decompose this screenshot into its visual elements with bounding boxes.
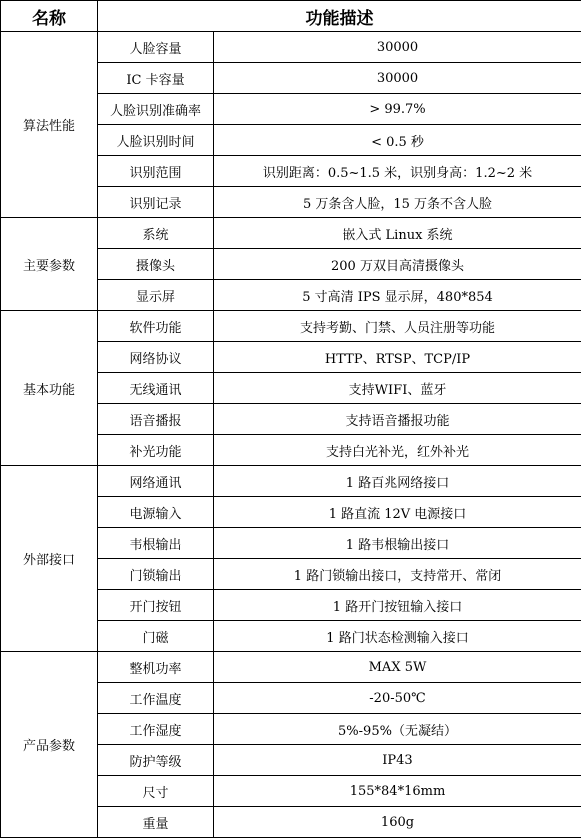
item-name-cell: 整机功率	[98, 652, 214, 683]
item-value-cell: 支持语音播报功能	[214, 404, 581, 435]
item-value-cell: 5 寸高清 IPS 显示屏，480*854	[214, 280, 581, 311]
header-row	[1, 1, 581, 32]
item-value-cell: 5%-95%（无凝结）	[214, 714, 581, 745]
item-value-cell: -20-50℃	[214, 683, 581, 714]
item-value-cell: 支持WIFI、蓝牙	[214, 373, 581, 404]
item-value-cell: HTTP、RTSP、TCP/IP	[214, 342, 581, 373]
item-name-cell: 语音播报	[98, 404, 214, 435]
item-value-cell: > 99.7%	[214, 94, 581, 125]
item-value-cell: 1 路门锁输出接口，支持常开、常闭	[214, 559, 581, 590]
item-value-cell: 155*84*16mm	[214, 776, 581, 807]
item-name-cell: 网络协议	[98, 342, 214, 373]
item-name-cell: 系统	[98, 218, 214, 249]
item-value-cell: 支持考勤、门禁、人员注册等功能	[214, 311, 581, 342]
item-name-cell: 识别记录	[98, 187, 214, 218]
item-value-cell: 1 路门状态检测输入接口	[214, 621, 581, 652]
item-name-cell: 开门按钮	[98, 590, 214, 621]
item-name-cell: 电源输入	[98, 497, 214, 528]
item-name-cell: 无线通讯	[98, 373, 214, 404]
item-name-cell: 门锁输出	[98, 559, 214, 590]
table-row	[1, 32, 581, 63]
item-value-cell: IP43	[214, 745, 581, 776]
item-value-cell: 5 万条含人脸，15 万条不含人脸	[214, 187, 581, 218]
item-value-cell: 160g	[214, 807, 581, 838]
item-name-cell: 显示屏	[98, 280, 214, 311]
item-value-cell: 30000	[214, 63, 581, 94]
item-name-cell: 人脸识别准确率	[98, 94, 214, 125]
item-name-cell: 防护等级	[98, 745, 214, 776]
item-name-cell: 门磁	[98, 621, 214, 652]
item-value-cell: 支持白光补光，红外补光	[214, 435, 581, 466]
item-name-cell: 识别范围	[98, 156, 214, 187]
header-name: 名称	[1, 1, 98, 32]
item-name-cell: 软件功能	[98, 311, 214, 342]
item-value-cell: 1 路韦根输出接口	[214, 528, 581, 559]
category-cell: 主要参数	[1, 218, 98, 311]
item-name-cell: 韦根输出	[98, 528, 214, 559]
category-cell: 外部接口	[1, 466, 98, 652]
category-cell: 算法性能	[1, 32, 98, 218]
table-row	[1, 652, 581, 683]
item-value-cell: 1 路开门按钮输入接口	[214, 590, 581, 621]
category-cell: 基本功能	[1, 311, 98, 466]
table-row	[1, 311, 581, 342]
item-name-cell: 网络通讯	[98, 466, 214, 497]
item-name-cell: 补光功能	[98, 435, 214, 466]
item-name-cell: 人脸容量	[98, 32, 214, 63]
item-value-cell: 1 路直流 12V 电源接口	[214, 497, 581, 528]
item-name-cell: 工作温度	[98, 683, 214, 714]
item-value-cell: < 0.5 秒	[214, 125, 581, 156]
table-row	[1, 218, 581, 249]
item-name-cell: 工作湿度	[98, 714, 214, 745]
category-cell: 产品参数	[1, 652, 98, 838]
item-value-cell: MAX 5W	[214, 652, 581, 683]
header-description: 功能描述	[98, 1, 581, 32]
table-row	[1, 466, 581, 497]
item-name-cell: 尺寸	[98, 776, 214, 807]
item-name-cell: IC 卡容量	[98, 63, 214, 94]
item-name-cell: 重量	[98, 807, 214, 838]
item-value-cell: 200 万双目高清摄像头	[214, 249, 581, 280]
item-value-cell: 嵌入式 Linux 系统	[214, 218, 581, 249]
item-value-cell: 1 路百兆网络接口	[214, 466, 581, 497]
spec-table-body	[1, 32, 581, 838]
item-value-cell: 识别距离：0.5~1.5 米，识别身高：1.2~2 米	[214, 156, 581, 187]
item-value-cell: 30000	[214, 32, 581, 63]
item-name-cell: 摄像头	[98, 249, 214, 280]
spec-table-header	[1, 1, 581, 32]
item-name-cell: 人脸识别时间	[98, 125, 214, 156]
